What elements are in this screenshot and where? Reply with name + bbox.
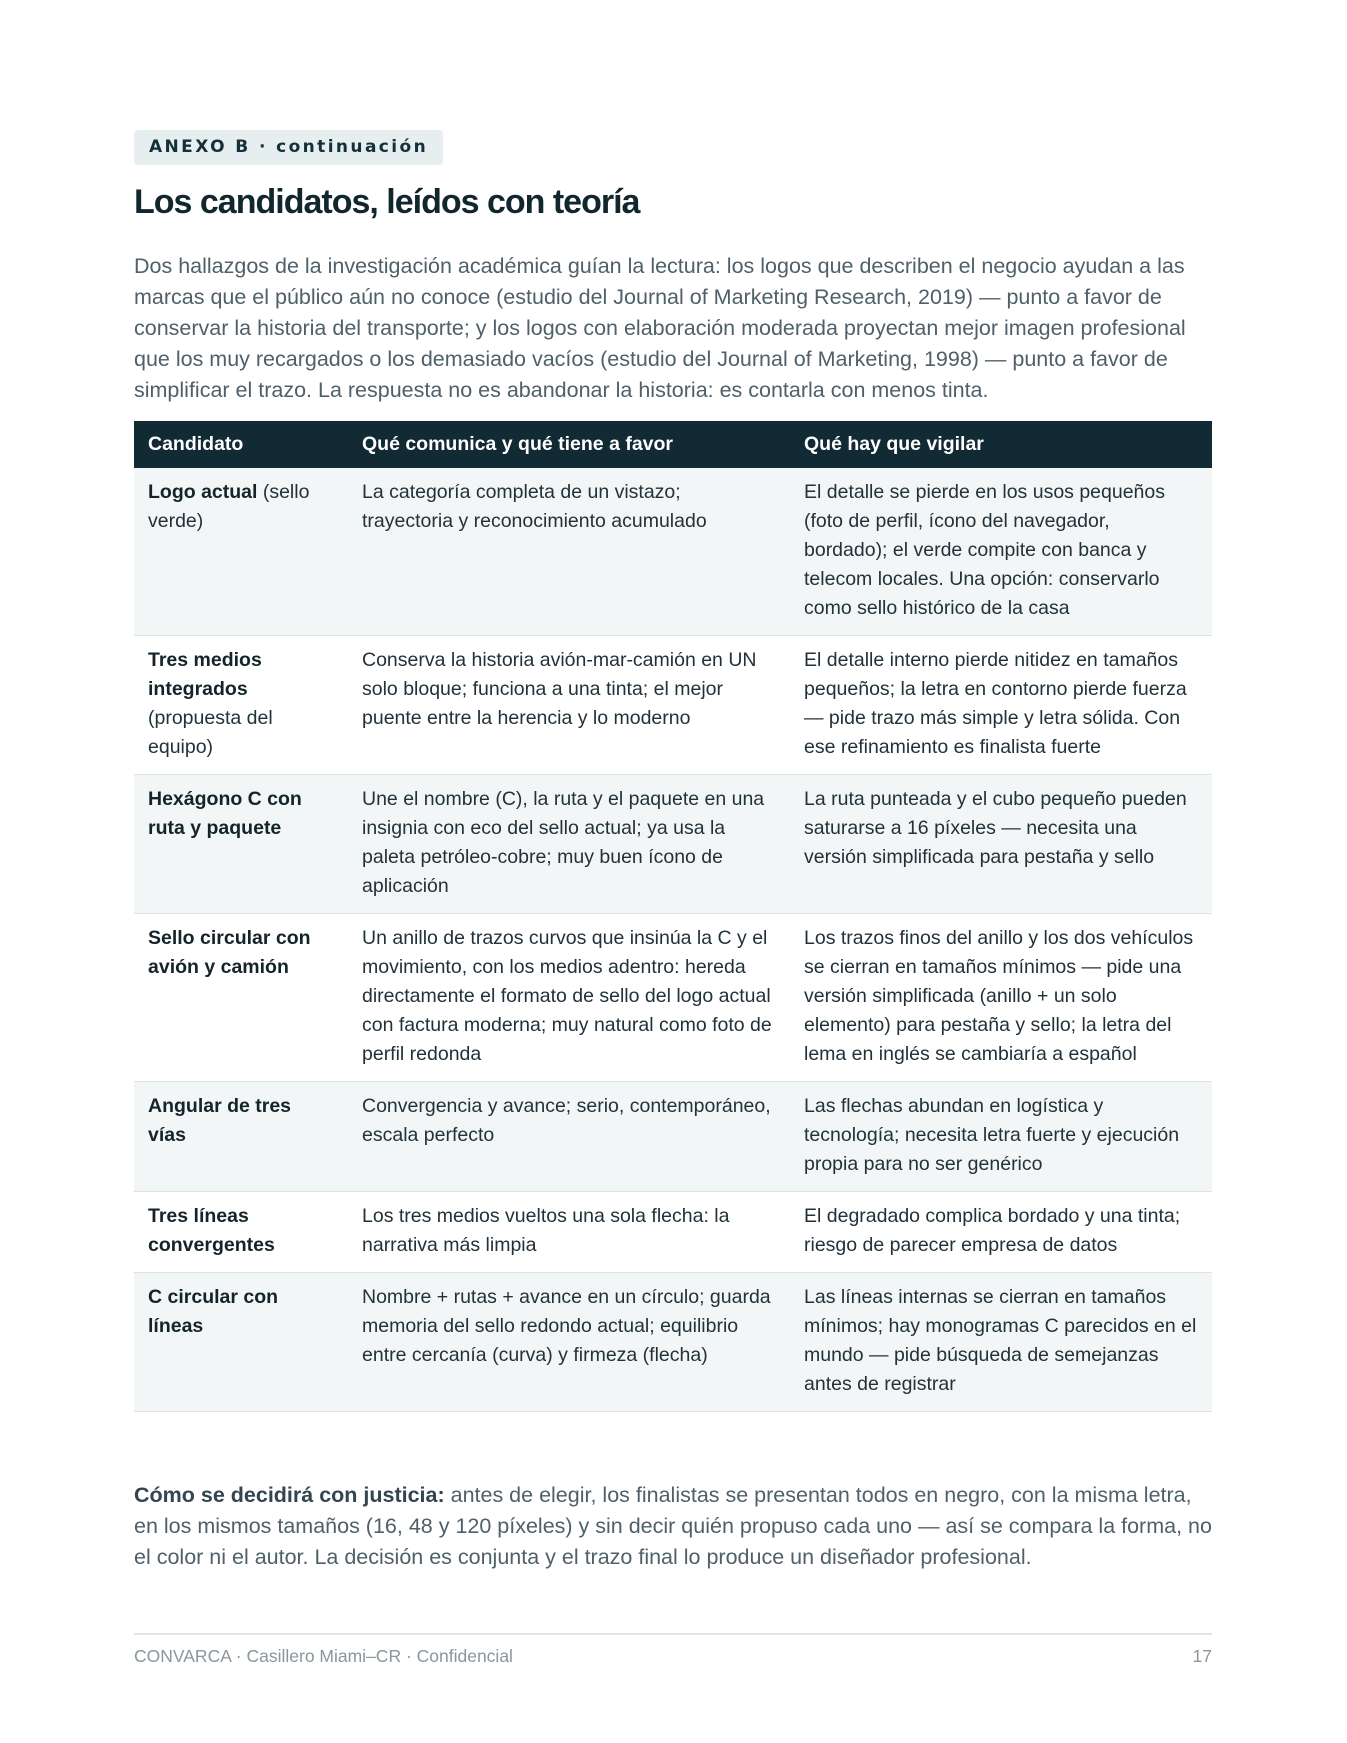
candidate-note: (sello verde) xyxy=(148,481,310,532)
candidate-cell xyxy=(134,775,348,914)
favor-cell: Nombre + rutas + avance en un círculo; guarda memoria del sello redondo actual; equilibrio entre cercanía (curva) y firmeza (flecha) xyxy=(348,1273,790,1412)
closing-paragraph xyxy=(134,1480,1212,1573)
closing-text: antes de elegir, los finalistas se presentan todos en negro, con la misma letra, en los mismos tamaños (16, 48 y 120 píxeles) y sin decir quién propuso cada uno — así se compara la forma, no el color ni el autor. La decisión es conjunta y el trazo final lo produce un diseñador profesional. xyxy=(134,1483,1212,1569)
table-row xyxy=(134,468,1212,636)
candidate-name: Angular de tres vías xyxy=(148,1095,292,1146)
header-candidate: Candidato xyxy=(134,421,348,468)
candidates-table xyxy=(134,421,1212,1412)
favor-cell: Convergencia y avance; serio, contemporáneo, escala perfecto xyxy=(348,1082,790,1192)
watch-cell: El detalle se pierde en los usos pequeños (foto de perfil, ícono del navegador, bordado); el verde compite con banca y telecom locales. Una opción: conservarlo como sello histórico de la casa xyxy=(790,468,1212,636)
closing-lead: Cómo se decidirá con justicia: xyxy=(134,1483,445,1507)
candidate-cell xyxy=(134,1273,348,1412)
footer-label: CONVARCA · Casillero Miami–CR · Confidencial xyxy=(134,1646,513,1666)
watch-cell: El degradado complica bordado y una tinta; riesgo de parecer empresa de datos xyxy=(790,1192,1212,1273)
watch-cell: La ruta punteada y el cubo pequeño pueden saturarse a 16 píxeles — necesita una versión simplificada para pestaña y sello xyxy=(790,775,1212,914)
table-row xyxy=(134,775,1212,914)
watch-cell: Las líneas internas se cierran en tamaños mínimos; hay monogramas C parecidos en el mundo — pide búsqueda de semejanzas antes de registrar xyxy=(790,1273,1212,1412)
favor-cell: Une el nombre (C), la ruta y el paquete en una insignia con eco del sello actual; ya usa la paleta petróleo-cobre; muy buen ícono de aplicación xyxy=(348,775,790,914)
table-row xyxy=(134,1082,1212,1192)
candidate-cell xyxy=(134,914,348,1082)
footer-divider xyxy=(134,1633,1212,1635)
favor-cell: Los tres medios vueltos una sola flecha: la narrativa más limpia xyxy=(348,1192,790,1273)
header-favor: Qué comunica y qué tiene a favor xyxy=(348,421,790,468)
candidate-name: Hexágono C con ruta y paquete xyxy=(148,788,302,839)
table-row xyxy=(134,914,1212,1082)
candidate-name: Sello circular con avión y camión xyxy=(148,927,311,978)
favor-cell: La categoría completa de un vistazo; trayectoria y reconocimiento acumulado xyxy=(348,468,790,636)
candidate-name: C circular con líneas xyxy=(148,1286,279,1337)
page-title: Los candidatos, leídos con teoría xyxy=(134,183,640,221)
candidate-note: (propuesta del equipo) xyxy=(148,707,273,758)
candidate-cell xyxy=(134,468,348,636)
favor-cell: Un anillo de trazos curvos que insinúa la C y el movimiento, con los medios adentro: hereda directamente el formato de sello del logo actual con factura moderna; muy natural como foto de perfil redonda xyxy=(348,914,790,1082)
candidate-name: Tres líneas convergentes xyxy=(148,1205,275,1256)
page-number: 17 xyxy=(1192,1646,1212,1666)
candidate-name: Logo actual xyxy=(148,481,258,503)
table-row xyxy=(134,636,1212,775)
annex-tag: ANEXO B · continuación xyxy=(134,130,443,165)
intro-paragraph: Dos hallazgos de la investigación académica guían la lectura: los logos que describen el negocio ayudan a las marcas que el público aún no conoce (estudio del Journal of Marketing Research, 2019) — punto a favor de conservar la historia del transporte; y los logos con elaboración moderada proyectan mejor imagen profesional que los muy recargados o los demasiado vacíos (estudio del Journal of Marketing, 1998) — punto a favor de simplificar el trazo. La respuesta no es abandonar la historia: es contarla con menos tinta. xyxy=(134,254,1186,402)
table-header-row xyxy=(134,421,1212,468)
candidate-cell xyxy=(134,1082,348,1192)
candidate-cell xyxy=(134,636,348,775)
favor-cell: Conserva la historia avión-mar-camión en UN solo bloque; funciona a una tinta; el mejor puente entre la herencia y lo moderno xyxy=(348,636,790,775)
header-watch: Qué hay que vigilar xyxy=(790,421,1212,468)
watch-cell: Las flechas abundan en logística y tecnología; necesita letra fuerte y ejecución propia para no ser genérico xyxy=(790,1082,1212,1192)
watch-cell: El detalle interno pierde nitidez en tamaños pequeños; la letra en contorno pierde fuerza — pide trazo más simple y letra sólida. Con ese refinamiento es finalista fuerte xyxy=(790,636,1212,775)
table-row xyxy=(134,1273,1212,1412)
candidate-name: Tres medios integrados xyxy=(148,649,262,700)
watch-cell: Los trazos finos del anillo y los dos vehículos se cierran en tamaños mínimos — pide una versión simplificada (anillo + un solo elemento) para pestaña y sello; la letra del lema en inglés se cambiaría a español xyxy=(790,914,1212,1082)
candidate-cell xyxy=(134,1192,348,1273)
table-row xyxy=(134,1192,1212,1273)
